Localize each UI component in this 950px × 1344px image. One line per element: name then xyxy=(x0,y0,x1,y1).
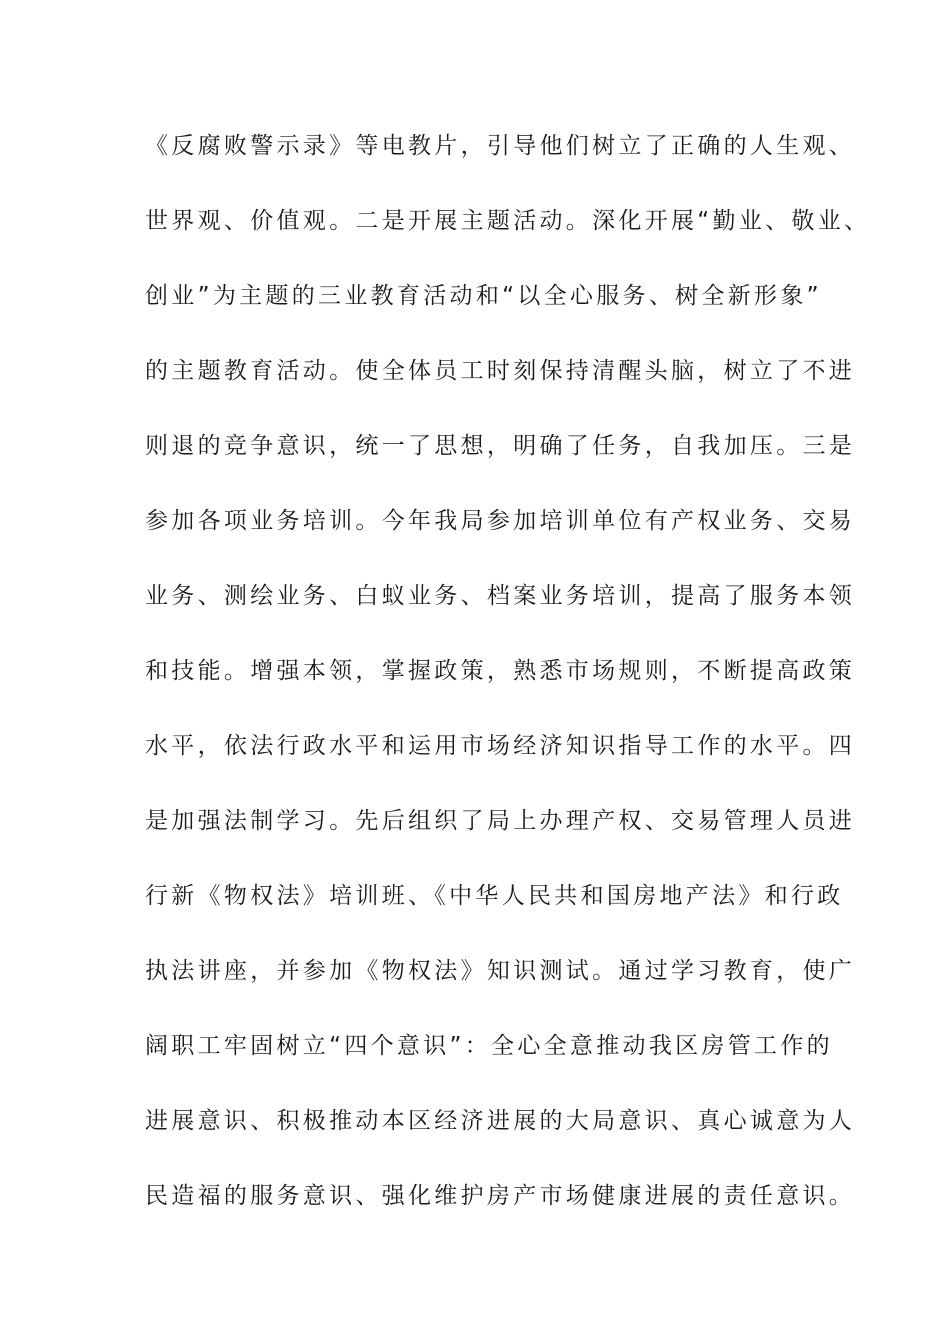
text-line: 业务、测绘业务、白蚁业务、档案业务培训，提高了服务本领 xyxy=(145,583,856,609)
text-line: 是加强法制学习。先后组织了局上办理产权、交易管理人员进 xyxy=(145,808,856,834)
text-line: 世界观、价值观。二是开展主题活动。深化开展“勤业、敬业、 xyxy=(145,208,871,234)
text-line: 《反腐败警示录》等电教片，引导他们树立了正确的人生观、 xyxy=(145,133,856,159)
body-text xyxy=(145,126,871,1251)
text-line: 参加各项业务培训。今年我局参加培训单位有产权业务、交易 xyxy=(145,508,856,534)
text-line: 水平，依法行政水平和运用市场经济知识指导工作的水平。四 xyxy=(145,733,856,759)
text-line: 和技能。增强本领，掌握政策，熟悉市场规则，不断提高政策 xyxy=(145,658,856,684)
text-line: 进展意识、积极推动本区经济进展的大局意识、真心诚意为人 xyxy=(145,1108,856,1134)
text-line: 行新《物权法》培训班、《中华人民共和国房地产法》和行政 xyxy=(145,883,844,909)
text-line: 的主题教育活动。使全体员工时刻保持清醒头脑，树立了不进 xyxy=(145,358,856,384)
text-line: 阔职工牢固树立“四个意识”：全心全意推动我区房管工作的 xyxy=(145,1033,833,1059)
text-line: 则退的竞争意识，统一了思想，明确了任务，自我加压。三是 xyxy=(145,433,856,459)
text-line: 创业”为主题的三业教育活动和“以全心服务、树全新形象” xyxy=(145,283,822,309)
text-line: 民造福的服务意识、强化维护房产市场健康进展的责任意识。 xyxy=(145,1183,856,1209)
text-line: 执法讲座，并参加《物权法》知识测试。通过学习教育，使广 xyxy=(145,958,856,984)
